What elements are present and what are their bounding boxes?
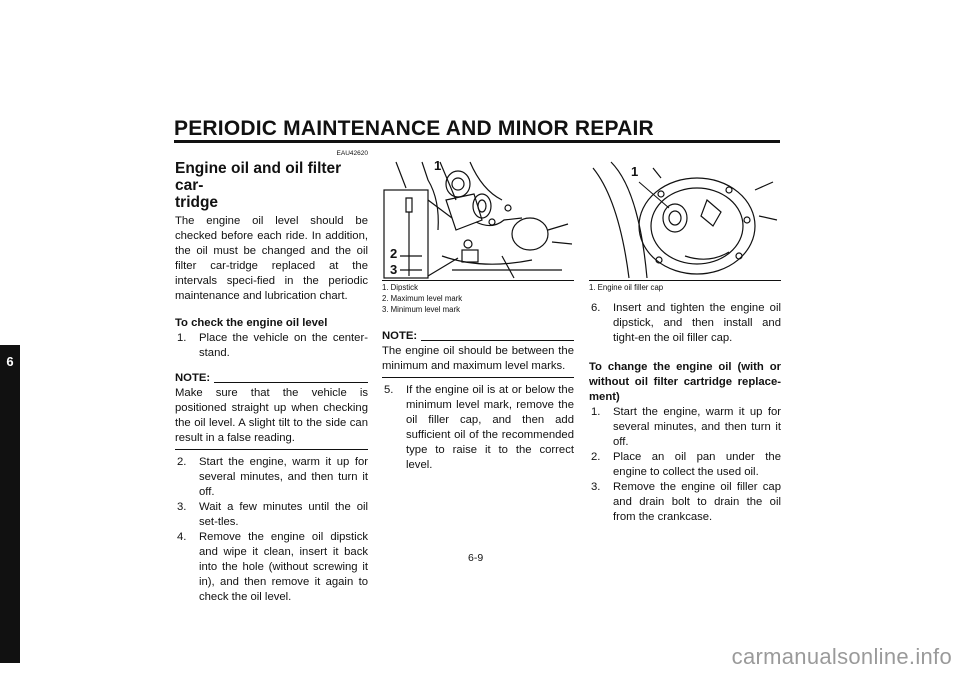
note-rule <box>421 340 574 341</box>
callout-1: 1 <box>631 164 639 179</box>
step-number: 1. <box>591 406 601 418</box>
callout-1: 1 <box>434 158 442 173</box>
filler-cap-figure <box>589 160 781 281</box>
note-text: The engine oil should be between the minimum and maximum level marks. <box>382 345 574 372</box>
section-title-line-1: Engine oil and oil filter car- <box>175 160 342 194</box>
figure-captions <box>589 282 781 293</box>
right-column <box>589 160 781 525</box>
note-text: Make sure that the vehicle is positioned straight up when checking the oil level. A slight tilt to the side can result in a false reading. <box>175 387 368 444</box>
caption-min-mark: 3. Minimum level mark <box>382 305 460 314</box>
header-rule <box>174 140 780 143</box>
intro-text: The engine oil level should be checked before each ride. In addition, the oil must be changed and the oil filter car-tridge replaced at the intervals speci-fied in the periodic maintenance and lubrication chart. <box>175 215 368 302</box>
step-text: Place the vehicle on the center-stand. <box>199 332 368 359</box>
change-oil-subhead: To change the engine oil (with or without oil filter cartridge replace-ment) <box>589 361 781 403</box>
filler-cap-illustration <box>589 160 781 280</box>
chapter-tab-number: 6 <box>6 354 14 369</box>
dipstick-illustration <box>382 160 574 280</box>
figure-captions <box>382 282 574 315</box>
step-3 <box>175 500 368 530</box>
step-6 <box>589 301 781 346</box>
step-2 <box>589 450 781 480</box>
step-text: Wait a few minutes until the oil set-tles. <box>199 501 368 528</box>
step-text: If the engine oil is at or below the minimum level mark, remove the oil filler cap, and then add sufficient oil of the recommended type to raise it to the correct level. <box>406 384 574 471</box>
section-code: EAU42620 <box>336 150 368 157</box>
note-label: NOTE: <box>175 372 211 384</box>
note-end-rule <box>175 449 368 450</box>
step-3 <box>589 480 781 525</box>
chapter-tab <box>0 345 20 663</box>
step-text: Remove the engine oil filler cap and drain bolt to drain the oil from the crankcase. <box>613 481 781 523</box>
callout-3: 3 <box>390 262 398 277</box>
step-text: Place an oil pan under the engine to collect the used oil. <box>613 451 781 478</box>
step-2 <box>175 455 368 500</box>
page-number: 6-9 <box>468 552 484 564</box>
step-1 <box>175 331 368 361</box>
step-text: Insert and tighten the engine oil dipstick, and then install and tight-en the oil filler cap. <box>613 302 781 344</box>
callout-2: 2 <box>390 246 398 261</box>
step-number: 6. <box>591 302 601 314</box>
dipstick-figure <box>382 160 574 281</box>
note-heading <box>175 371 368 386</box>
step-number: 1. <box>177 332 187 344</box>
step-text: Start the engine, warm it up for several minutes, and then turn it off. <box>613 406 781 448</box>
note-end-rule <box>382 377 574 378</box>
caption-max-mark: 2. Maximum level mark <box>382 294 463 303</box>
step-number: 3. <box>591 481 601 493</box>
section-title <box>175 160 368 211</box>
watermark: carmanualsonline.info <box>731 644 952 669</box>
step-number: 2. <box>591 451 601 463</box>
left-column <box>175 148 368 605</box>
caption-filler-cap: 1. Engine oil filler cap <box>589 283 664 292</box>
check-oil-subhead: To check the engine oil level <box>175 317 328 329</box>
step-number: 2. <box>177 456 187 468</box>
step-text: Start the engine, warm it up for several minutes, and then turn it off. <box>199 456 368 498</box>
step-1 <box>589 405 781 450</box>
section-title-line-2: tridge <box>175 194 219 211</box>
step-5 <box>382 383 574 473</box>
note-rule <box>214 382 368 383</box>
step-4 <box>175 530 368 605</box>
page-header-title: PERIODIC MAINTENANCE AND MINOR REPAIR <box>174 117 654 140</box>
step-number: 4. <box>177 531 187 543</box>
step-number: 5. <box>384 384 394 396</box>
caption-dipstick: 1. Dipstick <box>382 283 418 292</box>
middle-column <box>382 160 574 473</box>
note-label: NOTE: <box>382 330 418 342</box>
note-heading <box>382 329 574 344</box>
step-number: 3. <box>177 501 187 513</box>
step-text: Remove the engine oil dipstick and wipe it clean, insert it back into the hole (without screwing it in), and then remove it again to check the oil level. <box>199 531 368 603</box>
